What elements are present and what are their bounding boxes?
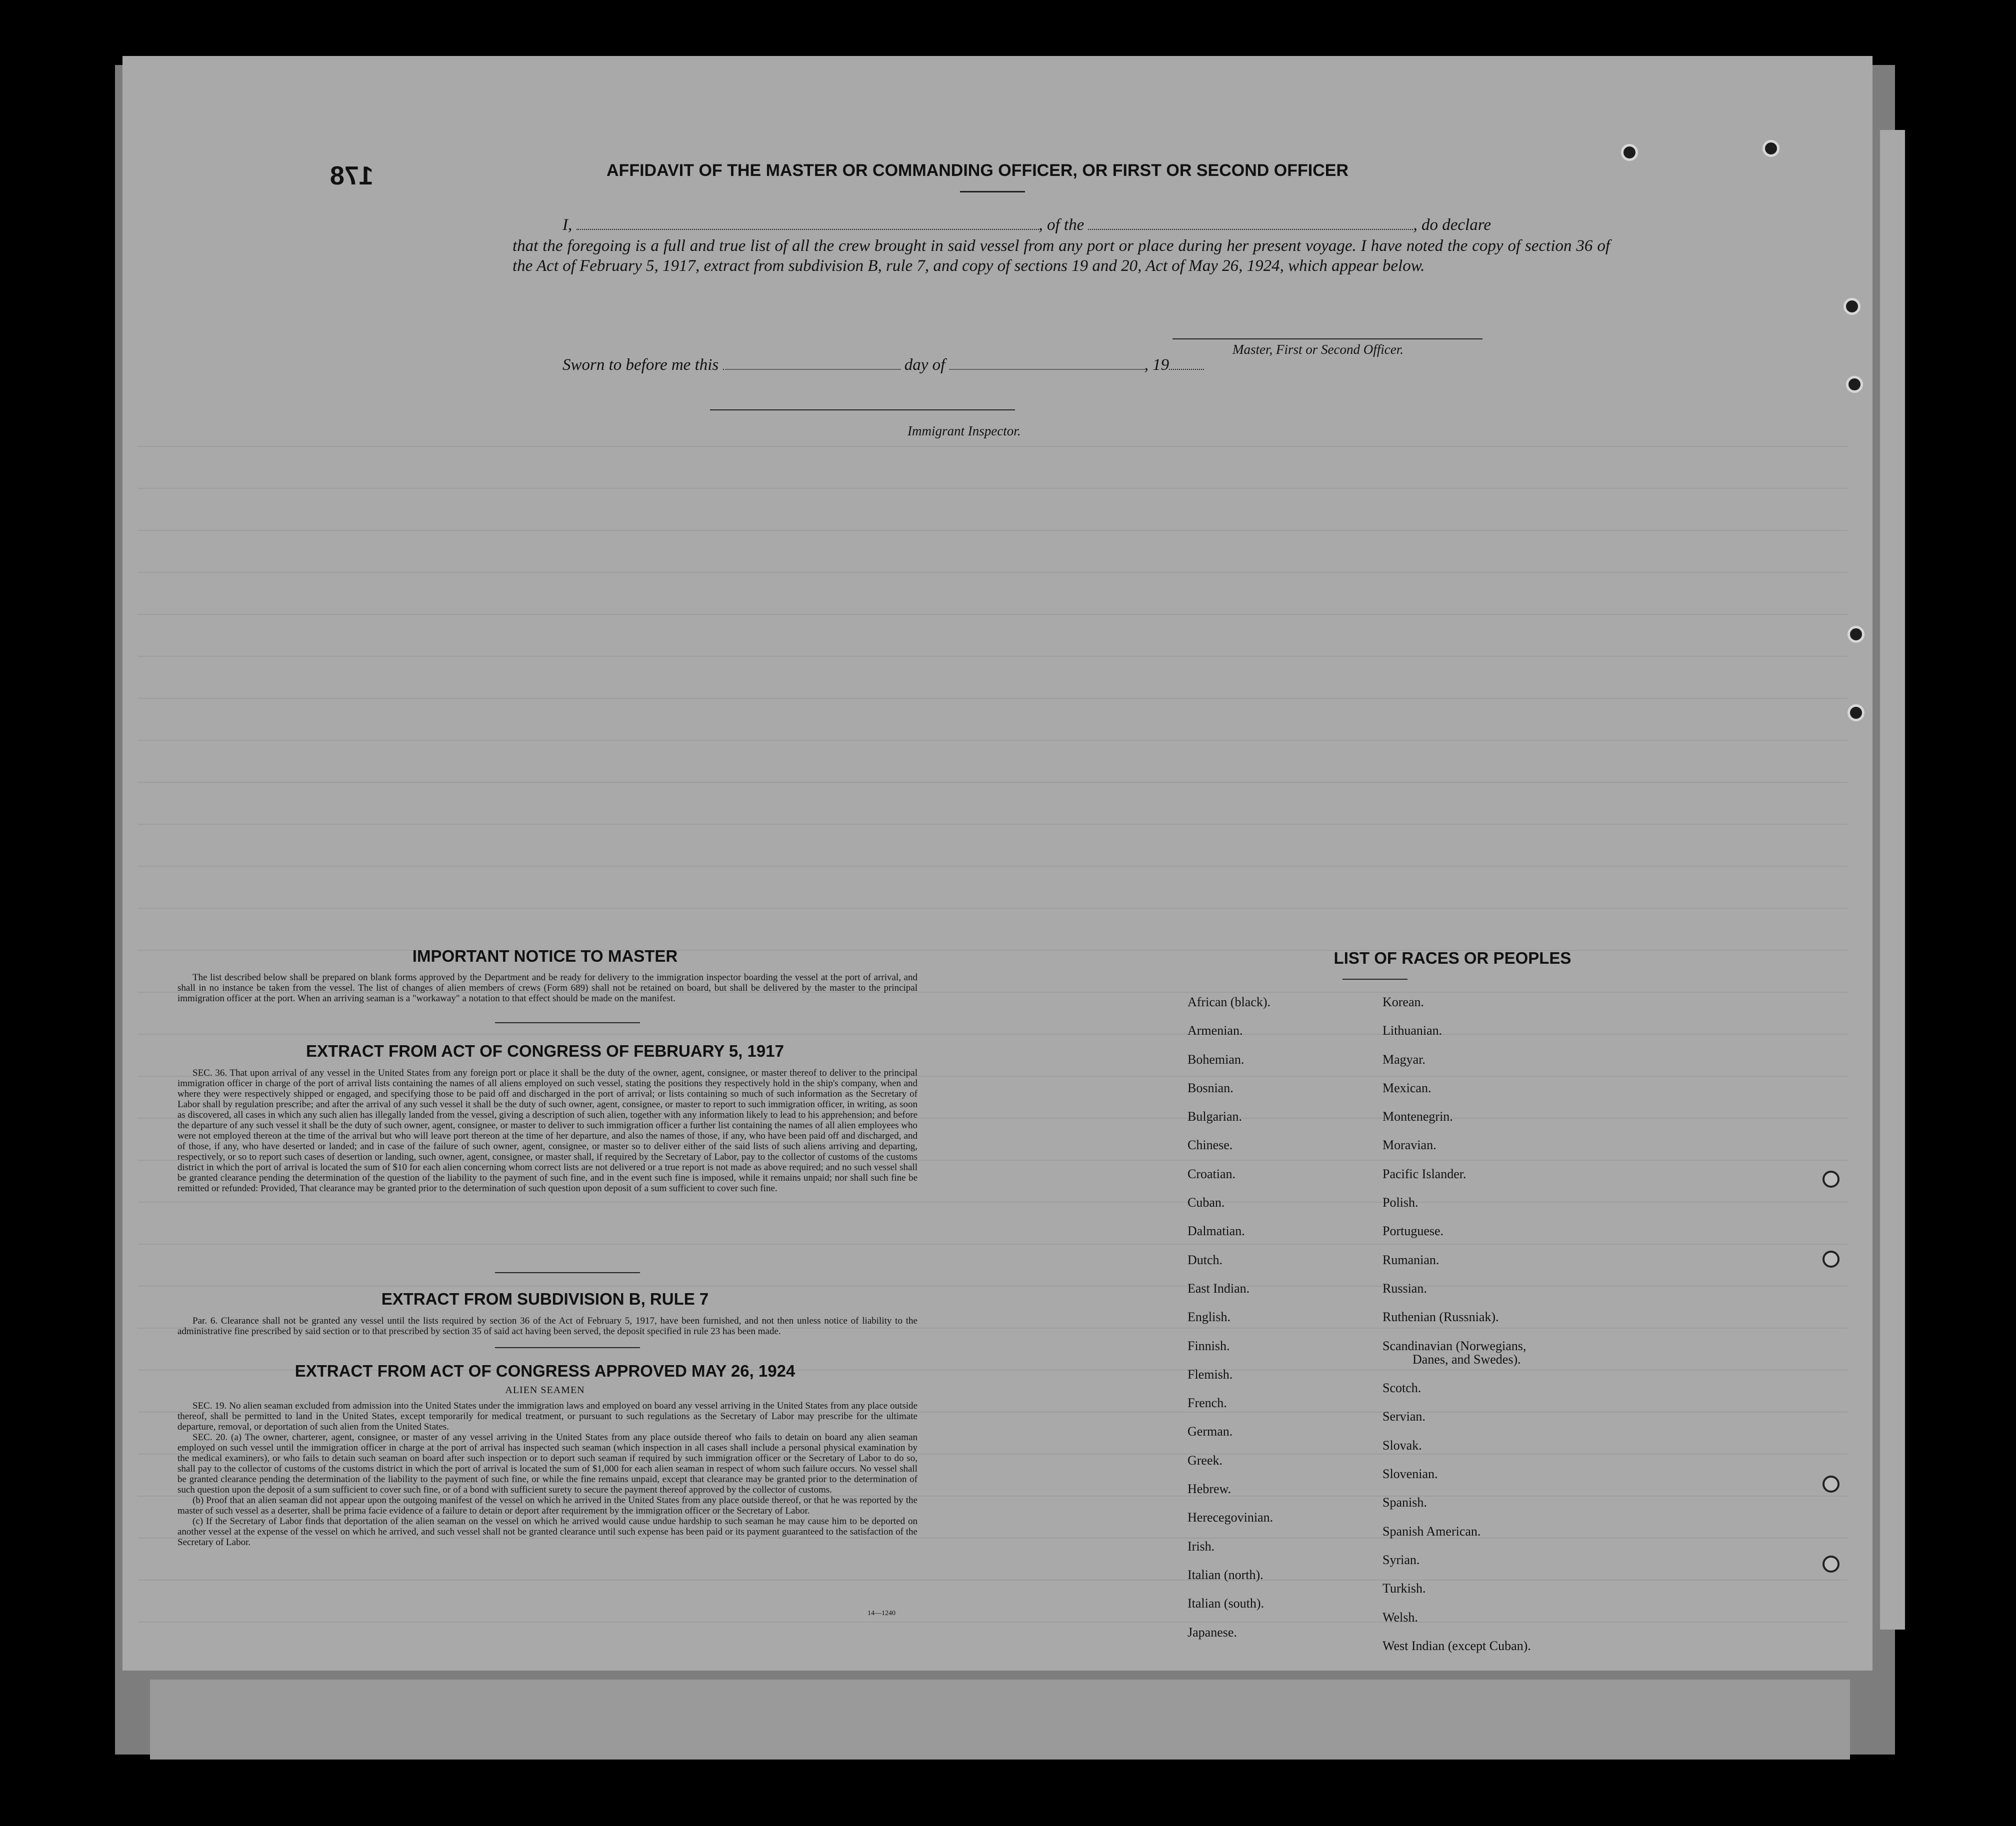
race-item: Cuban. [1188,1195,1225,1210]
race-item: Slovak. [1382,1438,1422,1453]
rule7-body [178,1316,918,1337]
affidavit-declare: , do declare [1413,216,1491,234]
page-number: 178 [330,161,374,190]
race-item: Croatian. [1188,1166,1236,1181]
master-signature-label: Master, First or Second Officer. [1232,342,1404,357]
race-item: Welsh. [1382,1610,1418,1625]
race-item: Chinese. [1188,1138,1233,1153]
race-item: Armenian. [1188,1023,1243,1038]
races-left-column [1188,988,1273,1647]
section-rule [495,1272,640,1273]
sec36-text: SEC. 36. That upon arrival of any vessel in the United States from any foreign port or place it shall be the duty of the owner, agent, consignee, or master thereof to deliver to the principal immigration officer in charge of the port of arrival lists containing the names of all aliens employed on such vessel, stating the positions they respectively hold in the ship's company, when and where they were respectively shipped or engaged, and specifying those to be paid off and discharged in the port of arrival; or lists containing so much of such information as the Secretary of Labor shall by regulation prescribe; and after the arrival of any such vessel it shall be the duty of such owner, agent, consignee, or master to report to such immigration officer, in writing, as soon as discovered, all cases in which any such alien has illegally landed from the vessel, giving a description of such alien, together with any information likely to lead to his apprehension; and before the departure of any such vessel it shall be the duty of such owner, agent, consignee, or master to deliver to such immigration officer a further list containing the names of all alien employees who were not employed thereon at the time of the arrival but who will leave port thereon at the time of her departure, and also the names of those, if any, who have been paid off and discharged, and of those, if any, who have deserted or landed; and in case of the failure of such owner, agent, consignee, or master so to deliver either of the said lists of such aliens arriving and departing, respectively, or so to report such cases of desertion or landing, such owner, agent, consignee, or master shall, if required by the Secretary of Labor, pay to the collector of customs of the customs district in which the port of arrival is located the sum of $10 for each alien concerning whom correct lists are not delivered or a true report is not made as above required; and no such vessel shall be granted clearance pending the determination of the question of the liability to the payment of such fine, and in the event such fine is imposed, while it remains unpaid; nor shall such fine be remitted or refunded: Provided, That clearance may be granted prior to the determination of such question upon deposit of a sum sufficient to cover such fine. [178,1068,918,1194]
bleed-row [138,1202,1848,1203]
extract-1924-body [178,1401,918,1548]
race-item: Scandinavian (Norwegians, [1382,1338,1526,1353]
race-item: Korean. [1382,995,1424,1009]
bleed-row [138,1622,1848,1623]
punch-hole [1822,1556,1840,1573]
race-item: Bohemian. [1188,1052,1244,1067]
bleed-row [138,698,1848,699]
sworn-label: Sworn to before me this [562,356,719,374]
race-item: Servian. [1382,1409,1426,1424]
race-item: Spanish. [1382,1495,1427,1510]
race-item: Japanese. [1188,1625,1237,1640]
punch-hole [1822,1251,1840,1268]
bleed-row [138,866,1848,867]
bleed-row [138,824,1848,825]
extract-1917-title: EXTRACT FROM ACT OF CONGRESS OF FEBRUARY 5, 1917 [306,1042,784,1060]
race-item: West Indian (except Cuban). [1382,1638,1531,1653]
race-item: Polish. [1382,1195,1418,1210]
race-item: Greek. [1188,1453,1223,1468]
race-item: East Indian. [1188,1281,1250,1296]
race-item: Rumanian. [1382,1252,1440,1267]
rule7-title: EXTRACT FROM SUBDIVISION B, RULE 7 [381,1290,709,1308]
race-item: Moravian. [1382,1138,1436,1153]
race-item: Bosnian. [1188,1080,1234,1095]
sec19-text: SEC. 19. No alien seaman excluded from admission into the United States under the immigration laws and employed on board any vessel arriving in the United States from any place outside thereof, shall be permitted to land in the United States, except temporarily for medical treatment, or pursuant to such regulations as the Secretary of Labor may prescribe for the ultimate departure, removal, or deportation of such alien from the United States. [178,1401,918,1432]
race-item: Mexican. [1382,1080,1432,1095]
race-item: Danes, and Swedes). [1412,1352,1521,1367]
sec20c-text: (c) If the Secretary of Labor finds that deportation of the alien seaman on the vessel on which he arrived would cause undue hardship to such seaman he may cause him to be deported on another vessel at the expense of the vessel on which he arrived, and such vessel shall not be granted clearance until such expense has been paid or its payment guaranteed to the satisfaction of the Secretary of Labor. [178,1516,918,1548]
race-item: Syrian. [1382,1552,1420,1567]
race-item: Dutch. [1188,1252,1223,1267]
inspector-signature-line [710,409,1015,410]
race-item: Lithuanian. [1382,1023,1442,1038]
day-of-label: day of [904,356,946,374]
affidavit-body: that the foregoing is a full and true list of all the crew brought in said vessel from any port or place during her present voyage. I have noted the copy of section 36 of the Act of February 5, 1917, extract from subdivision B, rule 7, and copy of sections 19 and 20, Act of May 26, 1924, which appear below. [512,237,1610,275]
bleed-row [138,572,1848,573]
affidavit-i: I, [562,216,572,234]
sec20b-text: (b) Proof that an alien seaman did not appear upon the outgoing manifest of the vessel on which he arrived in the United States from any place outside thereof, or that he was reported by the master of such vessel as a deserter, shall be prima facie evidence of a failure to detain or deport after requirement by the immigration officer or the Secretary of Labor. [178,1495,918,1516]
affidavit-line1 [562,216,1612,234]
race-item: Spanish American. [1382,1524,1481,1539]
inspector-label: Immigrant Inspector. [908,423,1021,438]
title-rule [960,191,1025,192]
notice-title: IMPORTANT NOTICE TO MASTER [412,947,678,965]
affidavit-of-the: , of the [1038,216,1084,234]
race-item: English. [1188,1310,1230,1325]
bleed-row [138,614,1848,615]
bleed-row [138,908,1848,909]
bleed-row [138,488,1848,489]
race-item: Slovenian. [1382,1467,1438,1482]
punch-hole [1844,298,1860,315]
form-number: 14—1240 [868,1610,896,1617]
race-item: Italian (south). [1188,1596,1264,1611]
bleed-row [138,782,1848,783]
race-item: Bulgarian. [1188,1109,1242,1124]
par6-text: Par. 6. Clearance shall not be granted any vessel until the lists required by section 36 of the Act of February 5, 1917, have been furnished, and not then unless notice of liability to the administrative fine prescribed by said section or to that prescribed by section 35 of said act having been served, the deposit specified in rule 23 has been made. [178,1316,918,1337]
year-label: , 19 [1144,356,1170,374]
race-item: Irish. [1188,1539,1215,1554]
race-item: Herecegovinian. [1188,1510,1274,1525]
section-rule [495,1347,640,1348]
race-item: Scotch. [1382,1381,1422,1396]
document-page [122,56,1872,1671]
races-right-column [1382,988,1531,1660]
races-title: LIST OF RACES OR PEOPLES [1334,949,1572,967]
race-item: Magyar. [1382,1052,1426,1067]
master-signature-line [1172,338,1482,339]
race-item: Hebrew. [1188,1482,1232,1497]
notice-text: The list described below shall be prepared on blank forms approved by the Department and be ready for delivery to the immigration inspector boarding the vessel at the port of arrival, and shall in no instance be taken from the vessel. The list of changes of alien members of crews (Form 689) shall not be retained on board, but shall be delivered by the master to the principal immigration officer at the port. When an arriving seaman is a "workaway" a notation to that effect should be made on the manifest. [178,972,918,1004]
races-title-rule [1342,979,1408,980]
punch-hole [1848,626,1864,643]
bleed-row [138,656,1848,657]
bleed-row [138,446,1848,447]
race-item: Portuguese. [1382,1224,1444,1239]
section-rule [495,1022,640,1023]
race-item: Pacific Islander. [1382,1166,1466,1181]
bleed-row [138,1034,1848,1035]
underlying-sheet-right [1880,130,1905,1630]
punch-hole [1848,704,1864,721]
underlying-sheet-bottom [150,1680,1850,1760]
bleed-row [138,1580,1848,1581]
race-item: Dalmatian. [1188,1224,1245,1239]
race-item: African (black). [1188,995,1271,1009]
bleed-row [138,530,1848,531]
race-item: Italian (north). [1188,1567,1264,1582]
bleed-row [138,740,1848,741]
bleed-row [138,1244,1848,1245]
extract-1917-body [178,1068,918,1194]
affidavit-title: AFFIDAVIT OF THE MASTER OR COMMANDING OFFICER, OR FIRST OR SECOND OFFICER [606,161,1348,180]
race-item: Russian. [1382,1281,1427,1296]
race-item: German. [1188,1424,1233,1439]
notice-body [178,972,918,1004]
punch-hole [1822,1476,1840,1493]
punch-hole [1822,1171,1840,1188]
sec20a-text: SEC. 20. (a) The owner, charterer, agent, consignee, or master of any vessel arriving in the United States from any place outside thereof who fails to detain on board any alien seaman employed on such vessel until the immigration officer in charge at the port of arrival has inspected such seaman (which inspection in all cases shall include a personal physical examination by the medical examiners), or who fails to detain such seaman on board after such inspection or to deport such seaman if required by such immigration officer or the Secretary of Labor to do so, shall pay to the collector of customs of the customs district in which the port of arrival is located the sum of $1,000 for each alien seaman in respect of whom such failure occurs. No vessel shall be granted clearance pending the determination of the liability to the payment of such fine, or while the fine remains unpaid, except that clearance may be granted prior to the determination of such question upon the deposit of a sum sufficient to cover such fine, or of a bond with sufficient surety to secure the payment thereof approved by the collector of customs. [178,1432,918,1495]
extract-1924-title: EXTRACT FROM ACT OF CONGRESS APPROVED MAY 26, 1924 [294,1362,796,1380]
race-item: Ruthenian (Russniak). [1382,1310,1499,1325]
bleed-row [138,1286,1848,1287]
sworn-line [562,356,1204,374]
race-item: Turkish. [1382,1581,1426,1596]
punch-hole [1846,376,1863,393]
race-item: Montenegrin. [1382,1109,1453,1124]
punch-hole [1762,140,1780,157]
alien-seamen-subtitle: ALIEN SEAMEN [505,1385,585,1396]
race-item: French. [1188,1396,1227,1411]
punch-hole [1621,144,1638,161]
race-item: Finnish. [1188,1338,1230,1353]
race-item: Flemish. [1188,1367,1233,1382]
